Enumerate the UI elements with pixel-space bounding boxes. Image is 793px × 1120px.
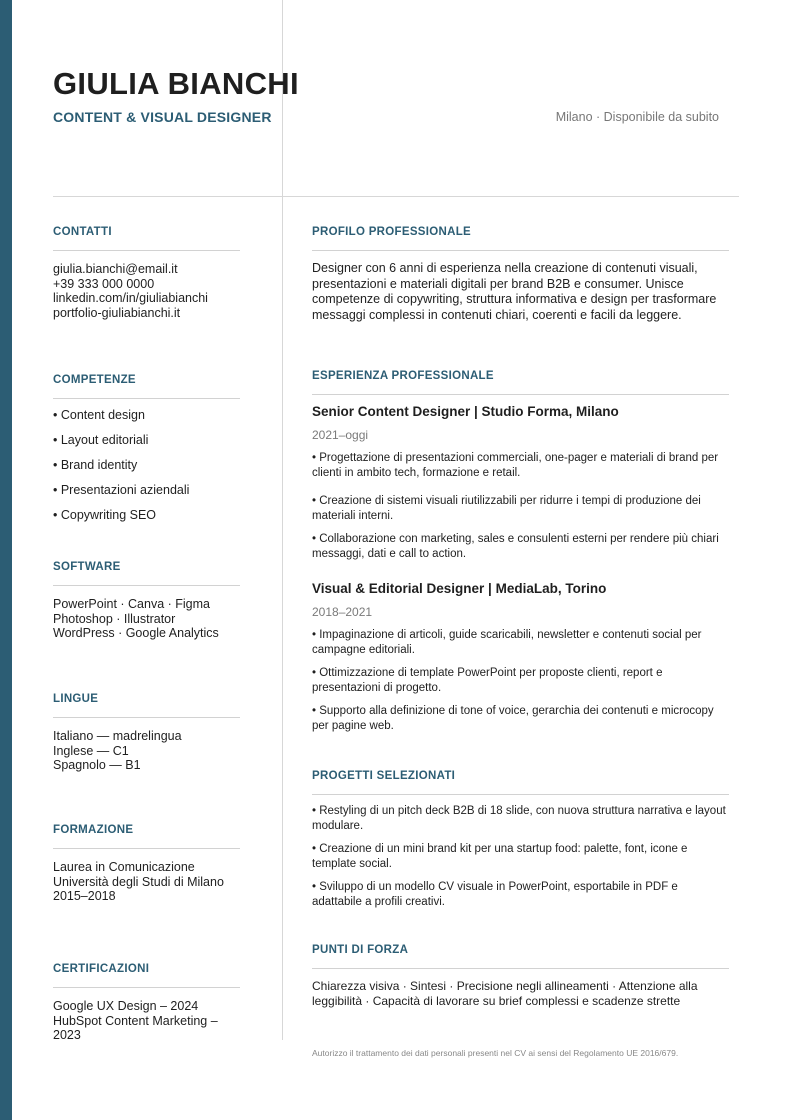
- section-rule: [312, 968, 729, 969]
- certification-line: Google UX Design – 2024: [53, 999, 199, 1013]
- candidate-role: CONTENT & VISUAL DESIGNER: [53, 109, 272, 125]
- section-title: CERTIFICAZIONI: [53, 963, 150, 975]
- job-bullet: • Progettazione di presentazioni commerciali, one-pager e materiali di brand per clienti in ambito tech, formazione e retail.: [312, 452, 719, 479]
- certifications-list: [53, 999, 240, 1043]
- section-rule: [53, 987, 240, 988]
- skill-item: • Presentazioni aziendali: [53, 483, 190, 497]
- location-availability: Milano · Disponibile da subito: [555, 110, 719, 124]
- section-rule: [312, 794, 729, 795]
- project-bullet: • Sviluppo di un modello CV visuale in PowerPoint, esportabile in PDF e adattabile a profili creativi.: [312, 881, 678, 908]
- skills-list: [53, 408, 240, 523]
- section-title: SOFTWARE: [53, 561, 121, 573]
- certification-line: HubSpot Content Marketing – 2023: [53, 1013, 218, 1042]
- section-rule: [53, 585, 240, 586]
- section-rule: [312, 250, 729, 251]
- job-bullet: • Ottimizzazione di template PowerPoint per proposte clienti, report e presentazioni di progetto.: [312, 667, 663, 694]
- strengths-section: [312, 944, 729, 1009]
- education-section: [53, 824, 240, 904]
- software-line: Photoshop · Illustrator: [53, 611, 176, 626]
- job-entry: [312, 404, 729, 562]
- header-divider: [53, 196, 739, 197]
- skill-item: • Content design: [53, 408, 145, 422]
- skill-item: • Layout editoriali: [53, 433, 149, 447]
- education-line: Università degli Studi di Milano: [53, 874, 224, 889]
- job-bullet: • Supporto alla definizione di tone of voice, gerarchia dei contenuti e microcopy per pagine web.: [312, 705, 714, 732]
- contacts-section: [53, 226, 240, 320]
- profile-section: [312, 226, 729, 323]
- section-rule: [53, 398, 240, 399]
- language-line: Inglese — C1: [53, 743, 129, 758]
- language-line: Spagnolo — B1: [53, 758, 141, 772]
- certifications-section: [53, 963, 240, 1043]
- section-title: CONTATTI: [53, 226, 112, 238]
- job-title: Visual & Editorial Designer | MediaLab, Torino: [312, 581, 607, 596]
- education-line: Laurea in Comunicazione: [53, 860, 195, 874]
- skill-item: • Copywriting SEO: [53, 508, 157, 522]
- job-entry: [312, 581, 729, 734]
- email-text: giulia.bianchi@email.it: [53, 262, 178, 276]
- projects-section: [312, 770, 729, 910]
- job-period: 2018–2021: [312, 605, 373, 619]
- portfolio-text: portfolio-giuliabianchi.it: [53, 305, 181, 320]
- languages-section: [53, 693, 240, 773]
- phone-text: +39 333 000 0000: [53, 276, 155, 291]
- column-divider: [282, 0, 283, 1040]
- strengths-text: Chiarezza visiva · Sintesi · Precisione negli allineamenti · Attenzione alla leggibilità · Capacità di lavorare su brief complessi e scadenze strette: [312, 979, 698, 1008]
- section-title: PROFILO PROFESSIONALE: [312, 226, 472, 238]
- job-title: Senior Content Designer | Studio Forma, Milano: [312, 404, 619, 419]
- project-bullet: • Creazione di un mini brand kit per una startup food: palette, font, icone e template social.: [312, 843, 688, 870]
- project-bullet: • Restyling di un pitch deck B2B di 18 slide, con nuova struttura narrativa e layout modulare.: [312, 805, 726, 832]
- job-period: 2021–oggi: [312, 428, 369, 442]
- section-title: COMPETENZE: [53, 374, 136, 386]
- section-title: ESPERIENZA PROFESSIONALE: [312, 370, 494, 382]
- software-line: PowerPoint · Canva · Figma: [53, 597, 211, 611]
- education-line: 2015–2018: [53, 889, 116, 903]
- section-title: PUNTI DI FORZA: [312, 944, 409, 956]
- job-bullet: • Impaginazione di articoli, guide scaricabili, newsletter e contenuti social per campagne editoriali.: [312, 629, 702, 656]
- candidate-name: GIULIA BIANCHI: [53, 66, 299, 101]
- experience-section: [312, 370, 729, 734]
- section-title: FORMAZIONE: [53, 824, 134, 836]
- section-rule: [53, 848, 240, 849]
- job-bullet: • Collaborazione con marketing, sales e consulenti esterni per rendere più chiari messaggi, dati e call to action.: [312, 533, 719, 560]
- skill-item: • Brand identity: [53, 458, 138, 472]
- software-line: WordPress · Google Analytics: [53, 626, 219, 640]
- section-title: LINGUE: [53, 693, 99, 705]
- accent-sidebar-bar: [0, 0, 12, 1120]
- languages-list: [53, 729, 240, 773]
- section-rule: [312, 394, 729, 395]
- section-title: PROGETTI SELEZIONATI: [312, 770, 456, 782]
- section-rule: [53, 250, 240, 251]
- contact-list: [53, 262, 240, 320]
- education-list: [53, 860, 240, 904]
- privacy-footer: Autorizzo il trattamento dei dati personali presenti nel CV ai sensi del Regolamento UE 2016/679.: [312, 1048, 679, 1058]
- skills-section: [53, 374, 240, 533]
- software-list: [53, 597, 240, 641]
- job-bullet: • Creazione di sistemi visuali riutilizzabili per ridurre i tempi di produzione dei materiali interni.: [312, 495, 701, 522]
- language-line: Italiano — madrelingua: [53, 729, 182, 743]
- section-rule: [53, 717, 240, 718]
- profile-text: Designer con 6 anni di esperienza nella creazione di contenuti visuali, presentazioni e materiali digitali per brand B2B e consumer. Unisce competenze di copywriting, struttura informativa e design per trasformare messaggi complessi in contenuti chiari, coerenti e facili da leggere.: [312, 261, 717, 322]
- software-section: [53, 561, 240, 641]
- linkedin-text: linkedin.com/in/giuliabianchi: [53, 291, 208, 305]
